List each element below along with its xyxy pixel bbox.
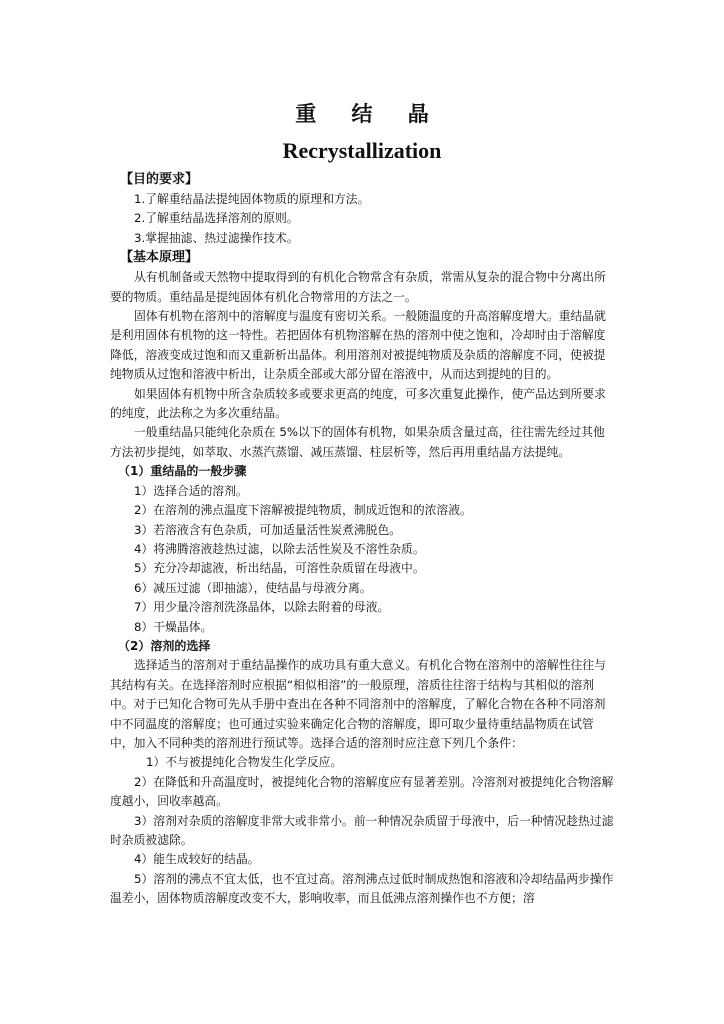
solvent-intro: 选择适当的溶剂对于重结晶操作的成功具有重大意义。有机化合物在溶剂中的溶解性往往与其结构有关。在选择溶剂时应根据“相似相溶”的一般原理，溶质往往溶于结构与其相似的溶剂中。对于已知化合物可先从手册中查出在各种不同溶剂中的溶解度，了解化合物在各种不同溶剂中不同温度的溶解度；也可通过实验来确定化合物的溶解度，即可取少量待重结晶物质在试管中，加入不同种类的溶剂进行预试等。选择合适的溶剂时应注意下列几个条件： [110, 658, 606, 750]
page-title-english: Recrystallization [282, 138, 442, 163]
step-item: 4）将沸腾溶液趁热过滤，以除去活性炭及不溶性杂质。 [134, 541, 425, 556]
step-item: 7）用少量冷溶剂洗涤晶体，以除去附着的母液。 [134, 600, 390, 615]
principle-heading: 【基本原理】 [120, 250, 199, 266]
solvent-heading: （2）溶剂的选择 [118, 638, 211, 653]
principle-paragraph: 一般重结晶只能纯化杂质在 5%以下的固体有机物，如果杂质含量过高，往往需先经过其他方法初步提纯，如萃取、水蒸汽蒸馏、减压蒸馏、柱层析等，然后再用重结晶方法提纯。 [110, 425, 605, 459]
step-item: 2）在溶剂的沸点温度下溶解被提纯物质，制成近饱和的浓溶液。 [134, 503, 472, 518]
purpose-heading: 【目的要求】 [120, 172, 199, 187]
steps-heading: （1）重结晶的一般步骤 [118, 464, 247, 479]
purpose-item: 2.了解重结晶选择溶剂的原则。 [134, 211, 299, 226]
solvent-condition: 5）溶剂的沸点不宜太低，也不宜过高。溶剂沸点过低时制成热饱和溶液和冷却结晶两步操作温差小，固体物质溶解度改变不大，影响收率，而且低沸点溶剂操作也不方便；溶 [110, 871, 614, 906]
principle-paragraph: 从有机制备或天然物中提取得到的有机化合物常含有杂质，常需从复杂的混合物中分离出所要的物质。重结晶是提纯固体有机化合物常用的方法之一。 [110, 270, 606, 304]
principle-paragraph: 固体有机物在溶剂中的溶解度与温度有密切关系。一般随温度的升高溶解度增大。重结晶就是利用固体有机物的这一特性。若把固体有机物溶解在热的溶剂中使之饱和，冷却时由于溶解度降低，溶液变成过饱和而又重新析出晶体。利用溶剂对被提纯物质及杂质的溶解度不同，使被提纯物质从过饱和溶液中析出，让杂质全部或大部分留在溶液中，从而达到提纯的目的。 [110, 309, 606, 382]
principle-paragraph: 如果固体有机物中所含杂质较多或要求更高的纯度，可多次重复此操作，使产品达到所要求的纯度，此法称之为多次重结晶。 [110, 386, 606, 421]
solvent-condition: 1）不与被提纯化合物发生化学反应。 [146, 755, 343, 770]
solvent-condition: 2）在降低和升高温度时，被提纯化合物的溶解度应有显著差别。冷溶剂对被提纯化合物溶解度越小，回收率越高。 [110, 774, 614, 809]
solvent-condition: 3）溶剂对杂质的溶解度非常大或非常小。前一种情况杂质留于母液中，后一种情况趁热过滤时杂质被滤除。 [110, 813, 614, 847]
purpose-item: 3.掌握抽滤、热过滤操作技术。 [134, 230, 299, 245]
step-item: 1）选择合适的溶剂。 [134, 483, 248, 498]
step-item: 8）干燥晶体。 [134, 619, 213, 634]
purpose-item: 1.了解重结晶法提纯固体物质的原理和方法。 [134, 192, 370, 206]
solvent-condition: 4）能生成较好的结晶。 [134, 852, 260, 867]
page-title-chinese: 重 结 晶 [295, 102, 443, 126]
step-item: 5）充分冷却滤液，析出结晶，可溶性杂质留在母液中。 [134, 561, 425, 576]
step-item: 3）若溶液含有色杂质，可加适量活性炭煮沸脱色。 [134, 522, 402, 537]
step-item: 6）减压过滤（即抽滤），使结晶与母液分离。 [134, 580, 372, 595]
document-body [110, 170, 616, 909]
